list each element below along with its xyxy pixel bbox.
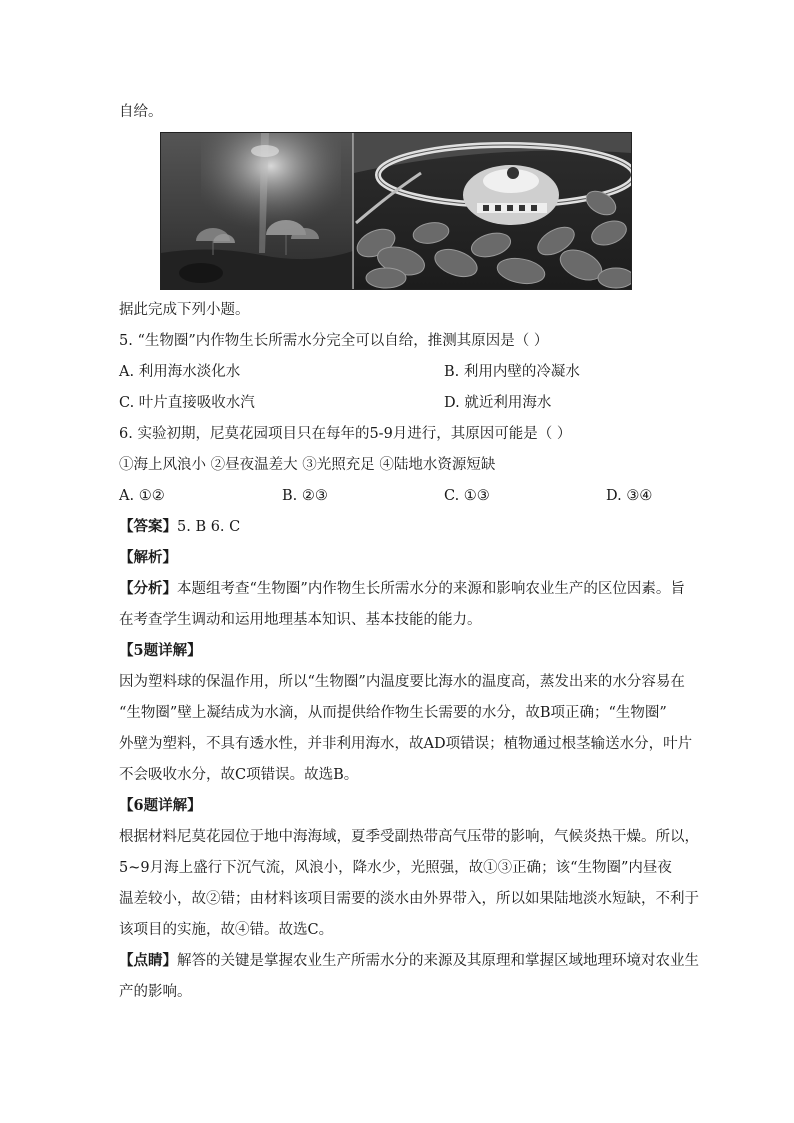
tip-line-1 <box>119 951 699 971</box>
q6-detail-title: 【6题详解】 <box>119 797 202 814</box>
q6-detail-line-1: 根据材料尼莫花园位于地中海海域，夏季受副热带高气压带的影响，气候炎热干燥。所以， <box>119 829 699 845</box>
tip-label: 【点睛】 <box>119 952 177 969</box>
question-6-option-c: C. ①③ <box>444 488 490 504</box>
question-5-option-b: B. 利用内壁的冷凝水 <box>444 364 580 380</box>
q5-detail-title: 【5题详解】 <box>119 642 202 659</box>
tip-text-1: 解答的关键是掌握农业生产所需水分的来源及其原理和掌握区域地理环境对农业生 <box>177 953 699 969</box>
q5-detail-line-1: 因为塑料球的保温作用，所以“生物圈”内温度要比海水的温度高，蒸发出来的水分容易在 <box>119 674 685 690</box>
intro-tail: 自给。 <box>119 104 163 120</box>
analysis-line-2: 在考查学生调动和运用地理基本知识、基本技能的能力。 <box>119 612 482 628</box>
q5-detail-line-2: “生物圈”壁上凝结成为水滴，从而提供给作物生长需要的水分，故B项正确；“生物圈” <box>119 705 667 721</box>
analysis-title: 【解析】 <box>119 549 177 566</box>
question-5-stem: 5. “生物圈”内作物生长所需水分完全可以自给，推测其原因是（ ） <box>119 333 549 349</box>
question-6-option-b: B. ②③ <box>282 488 328 504</box>
q6-detail-line-3: 温差较小，故②错；由材料该项目需要的淡水由外界带入，所以如果陆地淡水短缺，不利于 <box>119 891 699 907</box>
answer-label: 【答案】 <box>119 518 177 535</box>
q5-detail-line-3: 外壁为塑料，不具有透水性，并非利用海水，故AD项错误；植物通过根茎输送水分，叶片 <box>119 736 693 752</box>
question-6-stem: 6. 实验初期，尼莫花园项目只在每年的5-9月进行，其原因可能是（ ） <box>119 426 572 442</box>
question-5-option-a: A. 利用海水淡化水 <box>119 364 241 380</box>
biosphere-photo <box>160 132 632 290</box>
question-5-option-d: D. 就近利用海水 <box>444 395 552 411</box>
q6-detail-line-2: 5~9月海上盛行下沉气流，风浪小，降水少，光照强，故①③正确；该“生物圈”内昼夜 <box>119 860 672 876</box>
analysis-line-1 <box>119 579 685 599</box>
tip-line-2: 产的影响。 <box>119 984 192 1000</box>
question-5-option-c: C. 叶片直接吸收水汽 <box>119 395 255 411</box>
q5-detail-line-4: 不会吸收水分，故C项错误。故选B。 <box>119 767 359 783</box>
question-6-option-a: A. ①② <box>119 488 165 504</box>
answer-text: 5. B 6. C <box>177 519 241 535</box>
analysis-text-1: 本题组考查“生物圈”内作物生长所需水分的来源和影响农业生产的区位因素。旨 <box>177 581 685 597</box>
answer-line <box>119 517 240 537</box>
q6-detail-line-4: 该项目的实施，故④错。故选C。 <box>119 922 334 938</box>
instruction-text: 据此完成下列小题。 <box>119 302 250 318</box>
question-6-statements: ①海上风浪小 ②昼夜温差大 ③光照充足 ④陆地水资源短缺 <box>119 457 496 473</box>
biosphere-photo-drawing <box>161 133 631 289</box>
analysis-label: 【分析】 <box>119 580 177 597</box>
question-6-option-d: D. ③④ <box>606 488 653 504</box>
